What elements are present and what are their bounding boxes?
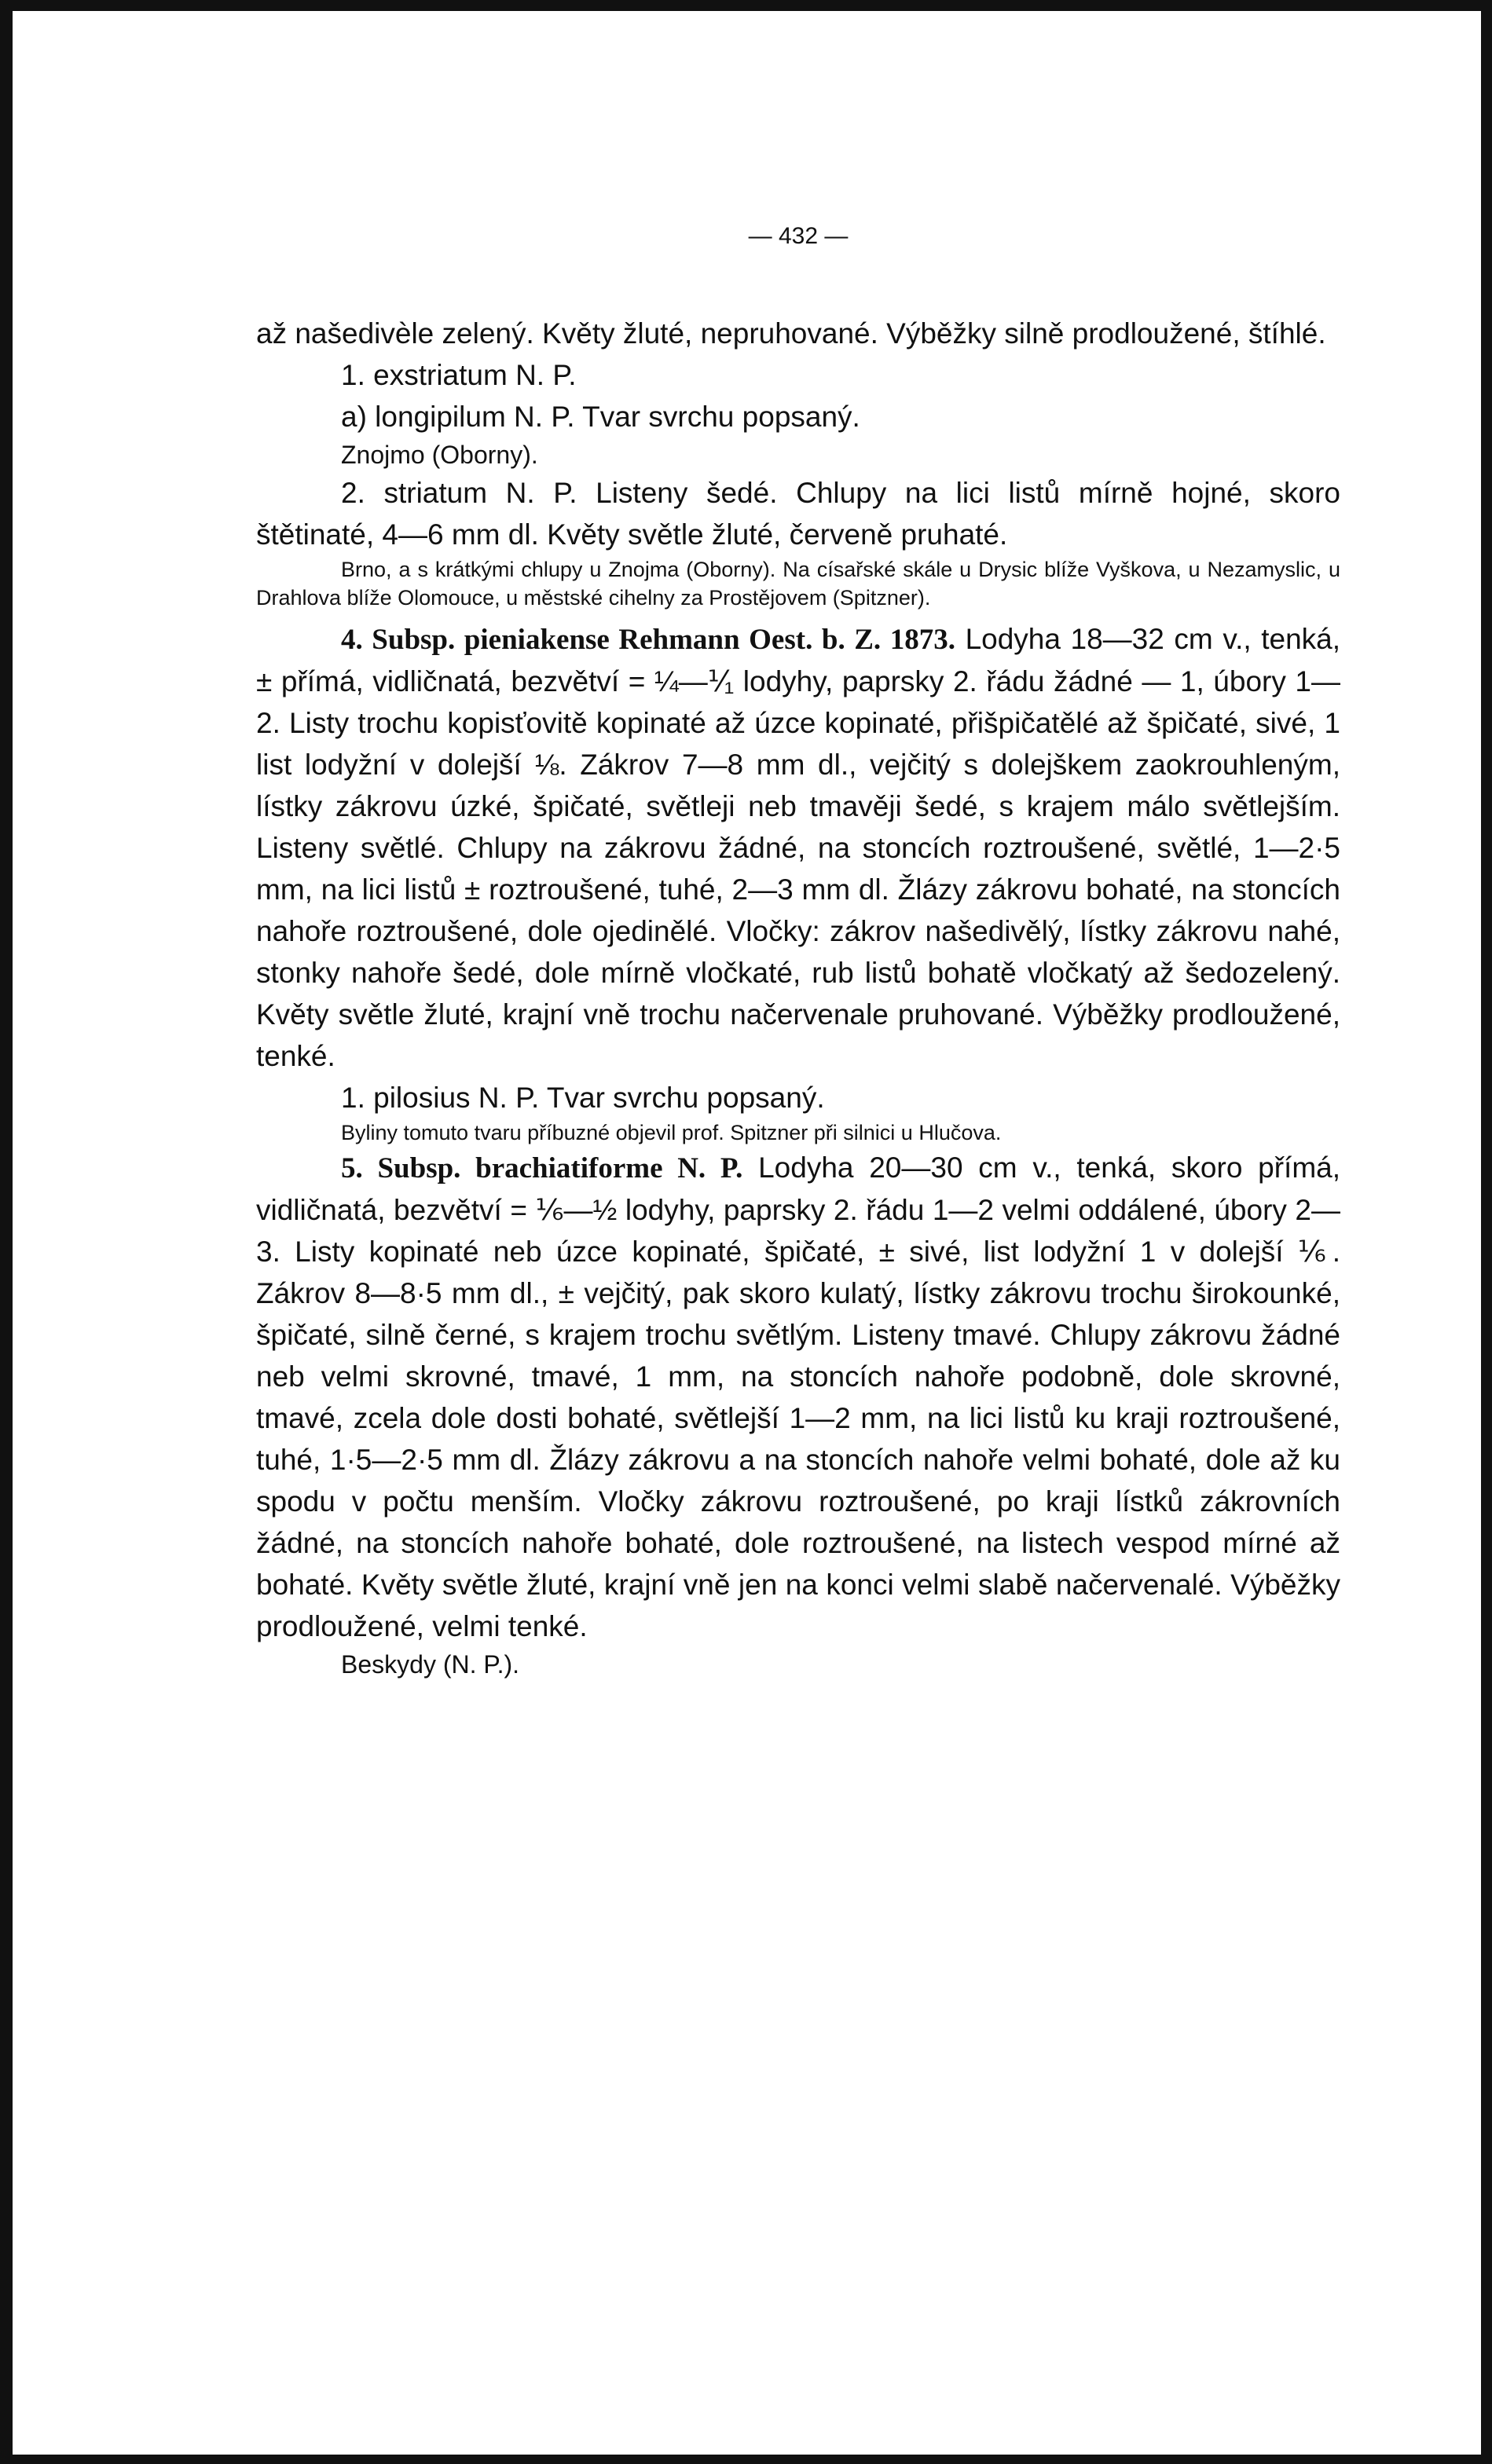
subsp-pieniakense — [256, 618, 1340, 1077]
locality-brachiatiforme: Beskydy (N. P.). — [341, 1650, 520, 1679]
intro-paragraph: až našedivèle zelený. Květy žluté, nepruhované. Výběžky silně prodloužené, štíhlé. — [256, 317, 1326, 350]
body-text — [256, 313, 1340, 1682]
page-number: — 432 — — [748, 223, 849, 249]
variety-longipilum: a) longipilum N. P. Tvar svrchu popsaný. — [341, 401, 860, 433]
subsp-brachiatiforme — [256, 1147, 1340, 1647]
locality-pilosius: Byliny tomuto tvaru příbuzné objevil prof. Spitzner při silnici u Hlučova. — [341, 1121, 1002, 1144]
subsp-pieniakense-description: Lodyha 18—32 cm v., tenká, ± přímá, vidličnatá, bezvětví = ¼—⅟₁ lodyhy, paprsky 2. řádu žádné — 1, úbory 1—2. Listy trochu kopisťovitě kopinaté až úzce kopinaté, přišpičatělé až špičaté, sivé, 1 list lodyžní v dolejší ⅛. Zákrov 7—8 mm dl., vejčitý s dolejškem zaokrouhleným, lístky zákrovu úzké, špičaté, světleji neb tmavěji šedé, s krajem málo světlejším. Listeny světlé. Chlupy na zákrovu žádné, na stoncích roztroušené, světlé, 1—2·5 mm, na lici listů ± roztroušené, tuhé, 2—3 mm dl. Žlázy zákrovu bohaté, na stoncích nahoře roztroušené, dole ojedinělé. Vločky: zákrov našedivělý, lístky zákrovu nahé, stonky nahoře šedé, dole mírně vločkaté, rub listů bohatě vločkatý až šedozelený. Květy světle žluté, krajní vně trochu načervenale pruhované. Výběžky prodloužené, tenké. — [256, 623, 1341, 1072]
variety-striatum: 2. striatum N. P. Listeny šedé. Chlupy na lici listů mírně hojné, skoro štětinaté, 4—6 mm dl. Květy světle žluté, červeně pruhaté. — [256, 477, 1340, 551]
subsp-brachiatiforme-description: Lodyha 20—30 cm v., tenká, skoro přímá, vidličnatá, bezvětví = ⅙—½ lodyhy, paprsky 2. řádu 1—2 velmi oddálené, úbory 2—3. Listy kopinaté neb úzce kopinaté, špičaté, ± sivé, list lodyžní 1 v dolejší ⅙. Zákrov 8—8·5 mm dl., ± vejčitý, pak skoro kulatý, lístky zákrovu trochu širokounké, špičaté, silně černé, s krajem trochu světlým. Listeny tmavé. Chlupy zákrovu žádné neb velmi skrovné, tmavé, 1 mm, na stoncích nahoře podobně, dole skrovné, tmavé, zcela dole dosti bohaté, světlejší 1—2 mm, na lici listů ku kraji roztroušené, tuhé, 1·5—2·5 mm dl. Žlázy zákrovu a na stoncích nahoře velmi bohaté, dole až ku spodu v počtu menším. Vločky zákrovu roztroušené, po kraji lístků zákrovních žádné, na stoncích nahoře bohaté, dole roztroušené, na listech vespod mírné až bohaté. Květy světle žluté, krajní vně jen na konci velmi slabě načervenalé. Výběžky prodloužené, velmi tenké. — [256, 1151, 1340, 1642]
locality-longipilum: Znojmo (Oborny). — [341, 441, 538, 469]
variety-exstriatum: 1. exstriatum N. P. — [341, 359, 577, 391]
subsp-pieniakense-heading: 4. Subsp. pieniakense Rehmann Oest. b. Z. 1873. — [341, 624, 955, 656]
subsp-brachiatiforme-heading: 5. Subsp. brachiatiforme N. P. — [341, 1152, 743, 1184]
variety-pilosius: 1. pilosius N. P. Tvar svrchu popsaný. — [341, 1082, 825, 1114]
locality-striatum: Brno, a s krátkými chlupy u Znojma (Oborny). Na císařské skále u Drysic blíže Vyškova, u Nezamyslic, u Drahlova blíže Olomouce, u městské cihelny za Prostějovem (Spitzner). — [256, 558, 1340, 610]
